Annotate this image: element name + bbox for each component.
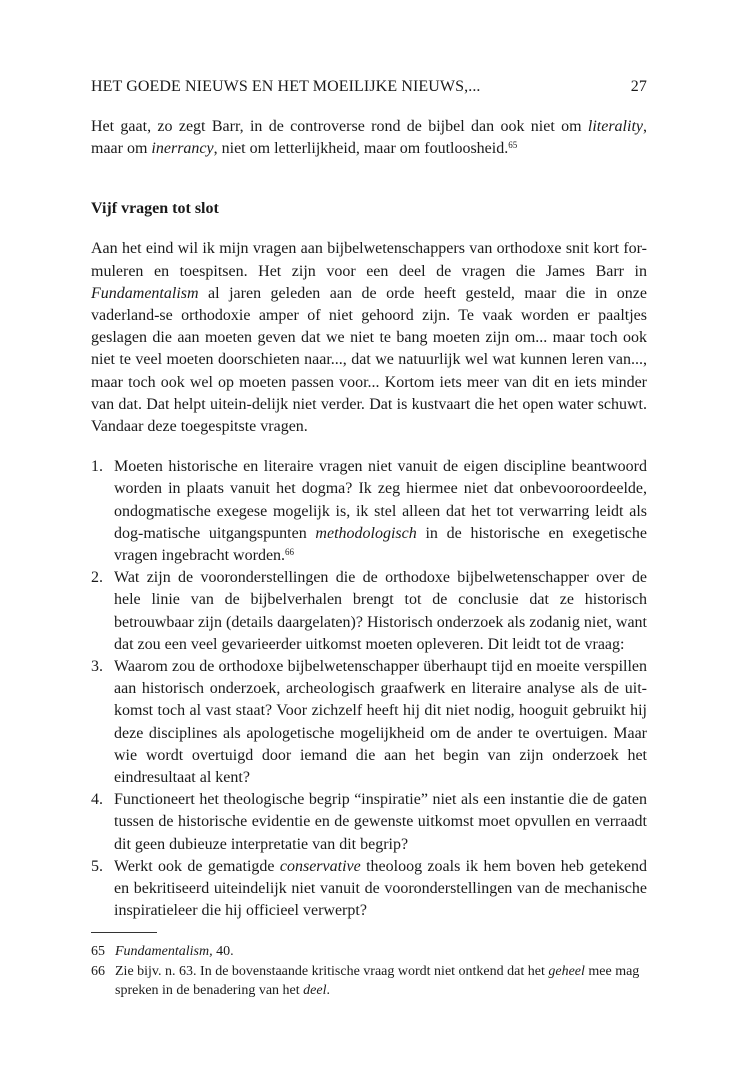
running-header bbox=[91, 76, 647, 98]
question-text bbox=[114, 456, 647, 567]
body-text-2: al jaren geleden aan de orde heeft gesteld, maar die in onze vaderland-se orthodoxie amper of niet gehoord zijn. Te vaak worden er paaltjes geslagen die aan moeten geven dat we niet te bang moeten zijn om... maar toch ook niet te veel moeten doorschieten naar..., dat we natuurlijk wel wat kunnen leren van..., maar toch ook wel op moeten passen voor... Kortom iets meer van dit en iets minder van dat. Dat helpt uitein-delijk niet verder. Dat is kustvaart die het open water schuwt. Vandaar deze toegespitste vragen. bbox=[91, 284, 647, 436]
footnote-italic: deel bbox=[303, 983, 327, 998]
footnote-ref-66: 66 bbox=[285, 547, 295, 558]
question-number: 1. bbox=[91, 458, 103, 476]
footnote-text bbox=[115, 942, 647, 962]
footnote-text-part: mee mag spreken in de benadering van het bbox=[115, 963, 640, 998]
question-number: 3. bbox=[91, 658, 103, 676]
footnote-divider bbox=[91, 932, 157, 933]
intro-text-3: , niet om letterlijkheid, maar om foutloosheid. bbox=[213, 140, 509, 158]
question-italic: conservative bbox=[279, 857, 361, 875]
question-number: 5. bbox=[91, 857, 103, 875]
intro-text-1: Het gaat, zo zegt Barr, in de controverse rond de bijbel dan ook niet om bbox=[91, 118, 588, 135]
running-title: HET GOEDE NIEUWS EN HET MOEILIJKE NIEUWS,... bbox=[91, 78, 481, 95]
question-text-part: Werkt ook de gematigde bbox=[114, 857, 280, 875]
question-text-part: theoloog zoals ik hem boven heb getekend en bekritiseerd uiteindelijk niet vanuit de vooronderstellingen van de mechanische inspiratieleer die hij officieel verwerpt? bbox=[114, 857, 648, 920]
question-item bbox=[91, 456, 647, 567]
question-text bbox=[114, 856, 647, 923]
footnote-text-part: Zie bijv. n. 63. In de bovenstaande kritische vraag wordt niet ontkend dat het bbox=[115, 963, 549, 979]
question-number: 4. bbox=[91, 791, 103, 809]
question-item bbox=[91, 567, 647, 656]
question-item bbox=[91, 656, 647, 789]
footnote-text-part: . bbox=[326, 983, 330, 998]
intro-text-2: , maar om bbox=[91, 118, 647, 158]
question-item bbox=[91, 856, 647, 923]
question-text: Functioneert het theologische begrip “inspiratie” niet als een instantie die de gaten tussen de historische evidentie en de gewenste uitkomst moet opvullen en verraadt dit geen dubieuze interpretatie van dit begrip? bbox=[114, 791, 647, 853]
footnote-65 bbox=[91, 942, 647, 962]
questions-list bbox=[91, 456, 647, 922]
question-text: Wat zijn de vooronderstellingen die de orthodoxe bijbelwetenschapper over de hele linie van de bijbelverhalen brengt tot de conclusie dat ze historisch betrouwbaar zijn (details daargelaten)? Historisch onderzoek als zodanig niet, want dat zou een veel gevarieerder uitkomst moeten opleveren. Dit leidt tot de vraag: bbox=[114, 569, 647, 653]
question-text-part: Moeten historische en literaire vragen niet vanuit de eigen discipline beantwoord worden in plaats vanuit het dogma? Ik zeg hiermee niet dat onbevooroordeelde, ondogmatische exegese mogelijk is, ik stel alleen dat het tot verwarring leidt als dog-matische uitgangspunten bbox=[114, 458, 647, 542]
body-paragraph bbox=[91, 238, 647, 438]
question-italic: methodologisch bbox=[315, 524, 417, 542]
section-heading: Vijf vragen tot slot bbox=[91, 200, 219, 218]
footnote-ref-65: 65 bbox=[508, 140, 518, 151]
question-number: 2. bbox=[91, 569, 103, 587]
intro-italic-literality: literality bbox=[587, 118, 643, 135]
intro-paragraph bbox=[91, 116, 647, 160]
question-text-part: in de historische en exegetische vragen ingebracht worden. bbox=[114, 524, 647, 565]
question-text: Waarom zou de orthodoxe bijbelwetenschapper überhaupt tijd en moeite verspillen aan historisch onderzoek, archeologisch graafwerk en literaire analyse als de uit-komst toch al vast staat? Voor zichzelf heeft hij dit niet nodig, hooguit gebruikt hij deze disciplines als apologetische mogelijkheid om de ander te overtuigen. Maar wie wordt overtuigd door iemand die aan het begin van zijn onderzoek het eindresultaat al kent? bbox=[114, 658, 647, 787]
footnote-number: 66 bbox=[91, 963, 105, 979]
body-text-1: Aan het eind wil ik mijn vragen aan bijbelwetenschappers van orthodoxe snit kort for-muleren en toespitsen. Het zijn voor een deel de vragen die James Barr in bbox=[91, 240, 647, 280]
page bbox=[91, 76, 647, 923]
footnote-66 bbox=[91, 962, 647, 1001]
footnote-number: 65 bbox=[91, 944, 105, 959]
intro-italic-inerrancy: inerrancy bbox=[151, 140, 214, 158]
footnotes bbox=[91, 942, 647, 1001]
footnote-text bbox=[115, 962, 647, 1001]
footnote-italic: Fundamentalism, bbox=[115, 944, 213, 959]
body-italic-fundamentalism: Fundamentalism bbox=[91, 284, 199, 302]
question-item bbox=[91, 789, 647, 856]
page-number: 27 bbox=[630, 78, 647, 95]
footnote-text-part: 40. bbox=[212, 944, 234, 959]
footnote-italic: geheel bbox=[548, 963, 585, 979]
